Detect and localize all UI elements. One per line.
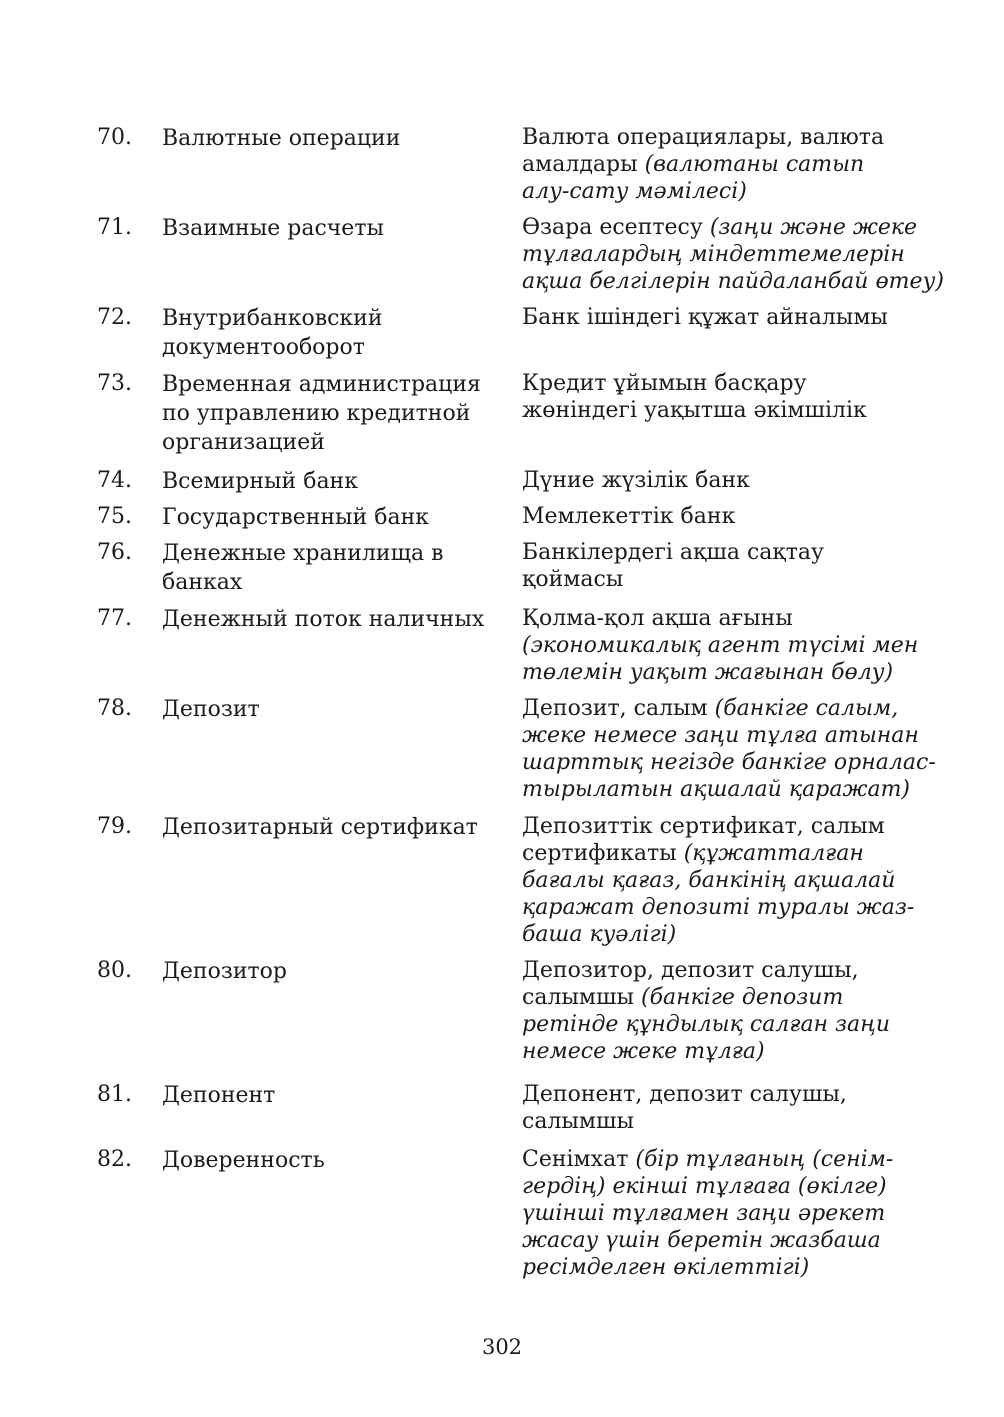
kazakh-term-line [522,503,942,530]
term-text: Мемлекеттік банк [522,504,736,529]
kazakh-term [522,539,942,593]
kazakh-term-line [522,1081,942,1108]
definition-italic: (бір тұлғаның (сенім- [635,1147,894,1172]
kazakh-term-line [522,1146,942,1173]
entry-number: 78. [97,696,132,721]
definition-italic: (банкіге салым, [714,696,899,721]
definition-italic: үшінші тұлғамен заңи әрекет [522,1201,886,1226]
kazakh-term-line [522,1108,942,1135]
kazakh-term [522,605,942,686]
russian-term-line: Валютные операции [162,126,401,151]
kazakh-term-line [522,268,942,295]
russian-term-line: Доверенность [162,1148,325,1173]
entry-number: 72. [97,305,132,330]
kazakh-term-line [522,1200,942,1227]
russian-term [162,370,507,457]
russian-term [162,695,507,724]
kazakh-term-line [522,241,942,268]
term-text: Қолма-қол ақша ағыны [522,606,793,631]
entry-number: 75. [97,504,132,529]
russian-term-line: Временная администрация [162,372,481,397]
definition-italic: (құжатталған [683,841,864,866]
kazakh-term [522,124,942,205]
russian-term [162,503,507,532]
kazakh-term-line [522,467,942,494]
kazakh-term [522,370,942,424]
entry-number: 79. [97,814,132,839]
kazakh-term-line [522,921,942,948]
entry-number: 70. [97,125,132,150]
term-text: жөніндегі уақытша әкімшілік [522,398,867,423]
kazakh-term-line [522,178,942,205]
entry-number: 80. [97,958,132,983]
term-text: Депонент, депозит салушы, [522,1082,847,1107]
entry-number: 73. [97,371,132,396]
definition-italic: ақша белгілерін пайдаланбай өтеу) [522,269,944,294]
russian-term [162,605,507,634]
definition-italic: (экономикалық агент түсімі мен [522,633,919,658]
kazakh-term-line [522,867,942,894]
term-text: Өзара есептесу [522,215,710,240]
russian-term [162,1146,507,1175]
entry-number: 81. [97,1082,132,1107]
kazakh-term-line [522,605,942,632]
kazakh-term-line [522,397,942,424]
term-text: Депозит, салым [522,696,715,721]
term-text: Валюта операциялары, валюта [522,125,885,150]
russian-term [162,1081,507,1110]
kazakh-term-line [522,695,942,722]
term-text: сертификаты [522,841,684,866]
term-text: Дүние жүзілік банк [522,468,750,493]
definition-italic: гердің) екінші тұлғаға (өкілге) [522,1174,887,1199]
kazakh-term [522,813,942,948]
kazakh-term-line [522,632,942,659]
kazakh-term-line [522,749,942,776]
kazakh-term-line [522,957,942,984]
definition-italic: тырылатын ақшалай қаражат) [522,777,911,802]
russian-term [162,957,507,986]
russian-term [162,813,507,842]
kazakh-term-line [522,1173,942,1200]
definition-italic: (валютаны сатып [644,152,865,177]
russian-term-line: Всемирный банк [162,469,358,494]
russian-term-line: по управлению кредитной [162,401,471,426]
definition-italic: жеке немесе заңи тұлға атынан [522,723,919,748]
russian-term-line: документооборот [162,335,365,360]
kazakh-term-line [522,722,942,749]
definition-italic: тұлғалардың міндеттемелерін [522,242,905,267]
kazakh-term-line [522,840,942,867]
russian-term [162,124,507,153]
kazakh-term [522,1081,942,1135]
russian-term [162,214,507,243]
kazakh-term-line [522,1254,942,1281]
definition-italic: немесе жеке тұлға) [522,1039,765,1064]
russian-term-line: Депозитарный сертификат [162,815,478,840]
russian-term-line: Государственный банк [162,505,429,530]
definition-italic: бағалы қағаз, банкінің ақшалай [522,868,896,893]
kazakh-term-line [522,894,942,921]
entry-number: 77. [97,606,132,631]
kazakh-term [522,304,942,331]
term-text: Банк ішіндегі құжат айналымы [522,305,888,330]
entry-number: 76. [97,540,132,565]
russian-term-line: Взаимные расчеты [162,216,385,241]
kazakh-term-line [522,813,942,840]
russian-term [162,467,507,496]
definition-italic: (заңи және жеке [709,215,918,240]
definition-italic: алу-сату мәмілесі) [522,179,747,204]
russian-term-line: организацией [162,430,325,455]
kazakh-term [522,695,942,803]
kazakh-term-line [522,214,942,241]
kazakh-term-line [522,1038,942,1065]
russian-term [162,539,507,597]
kazakh-term [522,957,942,1065]
kazakh-term [522,503,942,530]
definition-italic: (банкіге депозит [641,985,844,1010]
russian-term-line: Депозитор [162,959,287,984]
russian-term-line: Внутрибанковский [162,306,383,331]
russian-term-line: Денежный поток наличных [162,607,485,632]
kazakh-term-line [522,1011,942,1038]
kazakh-term-line [522,124,942,151]
definition-italic: жасау үшін беретін жазбаша [522,1228,881,1253]
kazakh-term-line [522,659,942,686]
definition-italic: ресімделген өкілеттігі) [522,1255,810,1280]
kazakh-term-line [522,370,942,397]
kazakh-term [522,214,942,295]
russian-term-line: Депозит [162,697,260,722]
definition-italic: қаражат депозиті туралы жаз- [522,895,915,920]
russian-term [162,304,507,362]
kazakh-term-line [522,984,942,1011]
russian-term-line: Депонент [162,1083,276,1108]
kazakh-term-line [522,304,942,331]
term-text: амалдары [522,152,645,177]
term-text: қоймасы [522,567,624,592]
kazakh-term-line [522,776,942,803]
kazakh-term-line [522,566,942,593]
kazakh-term-line [522,151,942,178]
entry-number: 71. [97,215,132,240]
term-text: Банкілердегі ақша сақтау [522,540,824,565]
term-text: Кредит ұйымын басқару [522,371,807,396]
entry-number: 74. [97,468,132,493]
definition-italic: төлемін уақыт жағынан бөлу) [522,660,894,685]
definition-italic: шарттық негізде банкіге орналас- [522,750,936,775]
russian-term-line: Денежные хранилища в [162,541,444,566]
kazakh-term [522,467,942,494]
definition-italic: ретінде құндылық салған заңи [522,1012,890,1037]
kazakh-term [522,1146,942,1281]
definition-italic: баша куәлігі) [522,922,677,947]
kazakh-term-line [522,539,942,566]
kazakh-term-line [522,1227,942,1254]
page-number: 302 [481,1335,523,1359]
term-text: Сенімхат [522,1147,636,1172]
term-text: салымшы [522,985,641,1010]
russian-term-line: банках [162,570,243,595]
term-text: Депозиттік сертификат, салым [522,814,885,839]
term-text: салымшы [522,1109,634,1134]
term-text: Депозитор, депозит салушы, [522,958,859,983]
entry-number: 82. [97,1147,132,1172]
